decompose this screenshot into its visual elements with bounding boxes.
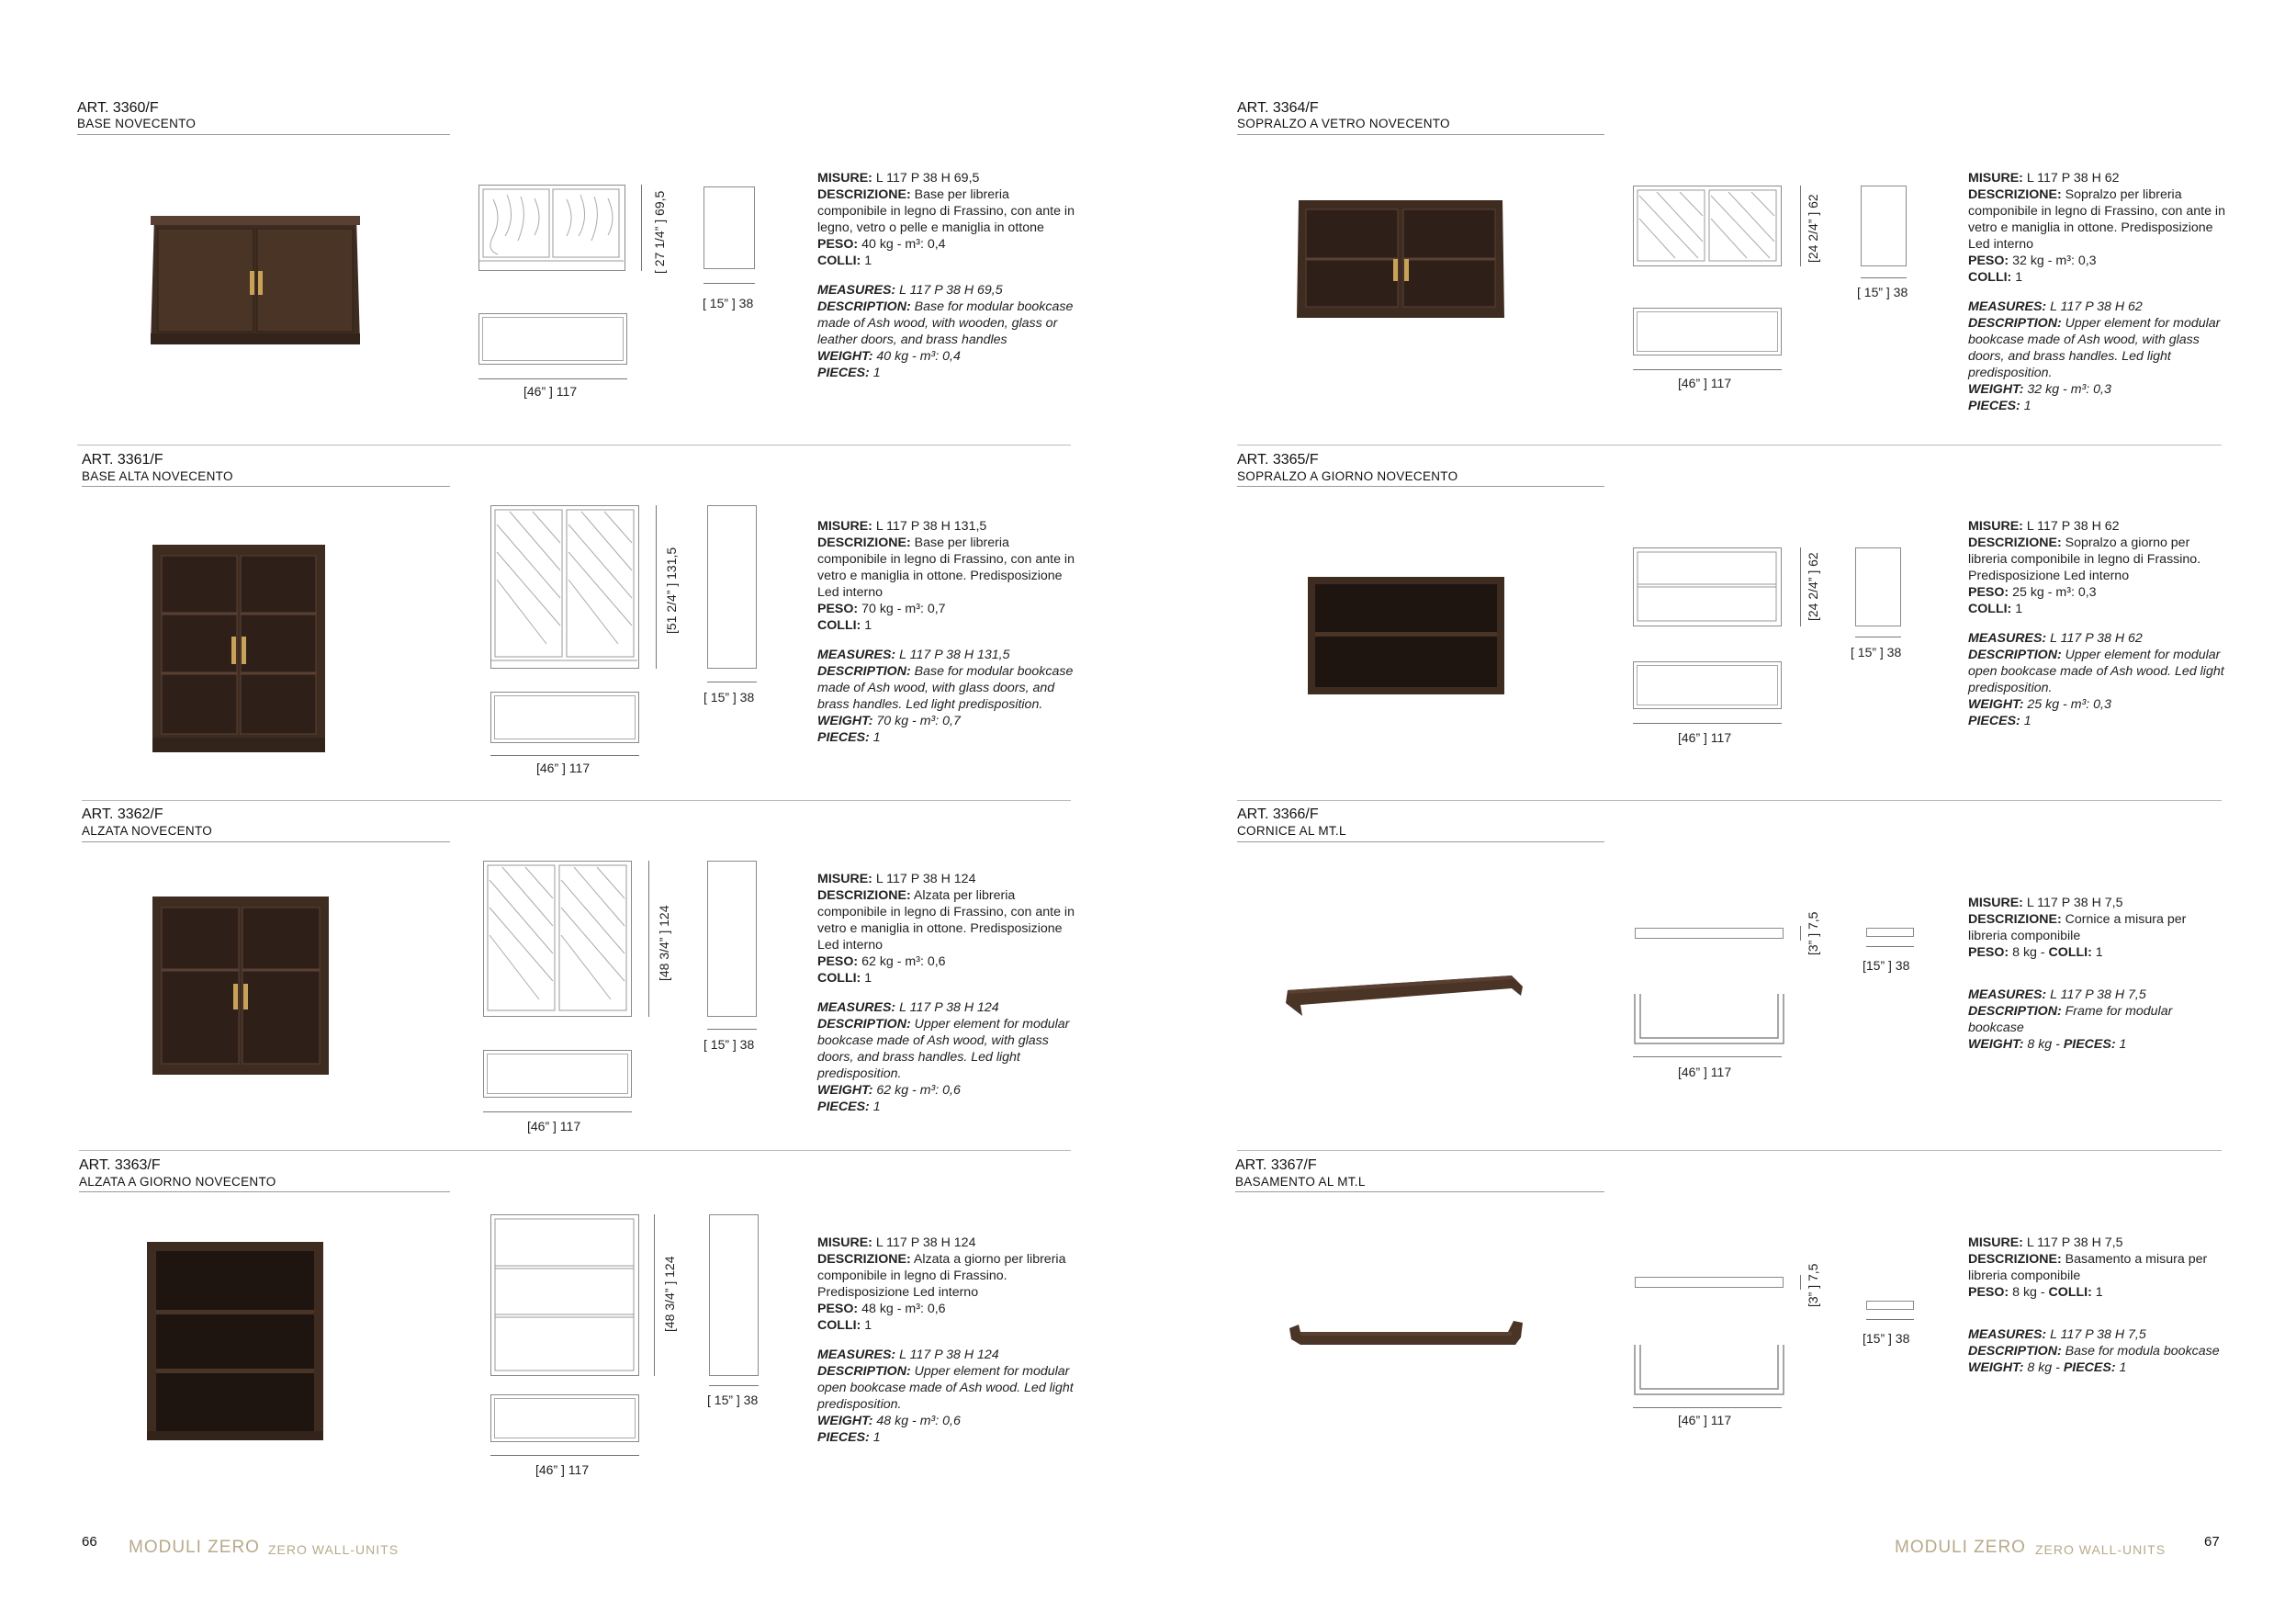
height-dim-line	[1800, 547, 1801, 626]
side-drawing	[1866, 1301, 1914, 1310]
title-underline	[77, 134, 450, 135]
top-drawing	[1633, 308, 1782, 355]
height-dim: [ 27 1/4” ] 69,5	[652, 190, 667, 274]
front-drawing	[490, 505, 639, 669]
page-number: 66	[82, 1534, 97, 1550]
spec-text: MISURE: L 117 P 38 H 62 DESCRIZIONE: Sopralzo per libreria componibile in legno di Frassino, con ante in vetro e maniglia in ottone. Predisposizione Led interno PESO: 32 kg - m³: 0,3 COLLI: 1 MEASURES: L 117 P 38 H 62 DESCRIPTION: Upper element for modular bookcase made of Ash wood, with glass doors, and brass handles. Led light predisposition. WEIGHT: 32 kg - m³: 0,3 PIECES: 1	[1968, 171, 2225, 413]
width-dim: [46” ] 117	[1678, 730, 1732, 745]
depth-dim: [ 15” ] 38	[703, 296, 754, 310]
front-drawing	[1633, 186, 1782, 266]
width-dim-line	[478, 378, 627, 379]
width-dim: [46” ] 117	[536, 761, 591, 775]
front-drawing	[1633, 547, 1782, 626]
top-drawing	[483, 1050, 632, 1098]
brand-name: MODULI ZERO	[1895, 1538, 2026, 1557]
width-dim-line	[1633, 1407, 1782, 1408]
width-dim: [46” ] 117	[1678, 1413, 1732, 1427]
title-underline	[1237, 134, 1604, 135]
height-dim-line	[648, 861, 649, 1017]
title-underline	[82, 841, 450, 842]
height-dim-line	[654, 1214, 655, 1376]
art-code: ART. 3364/F	[1237, 100, 1319, 116]
side-drawing	[703, 186, 755, 269]
depth-dim: [ 15” ] 38	[707, 1393, 759, 1407]
art-code: ART. 3362/F	[82, 806, 163, 822]
height-dim: [3” ] 7,5	[1806, 911, 1820, 955]
spec-text: MISURE: L 117 P 38 H 124 DESCRIZIONE: Alzata a giorno per libreria componibile in legno di Frassino. Predisposizione Led interno PESO: 48 kg - m³: 0,6 COLLI: 1 MEASURES: L 117 P 38 H 124 DESCRIPTION: Upper element for modular open bookcase made of Ash wood. Led light predisposition. WEIGHT: 48 kg - m³: 0,6 PIECES: 1	[817, 1235, 1074, 1445]
side-drawing	[1866, 928, 1914, 937]
product-photo	[147, 216, 363, 354]
depth-dim: [15” ] 38	[1863, 1331, 1910, 1346]
front-drawing	[490, 1214, 639, 1376]
width-dim-line	[1633, 369, 1782, 370]
product-name: CORNICE AL MT.L	[1237, 824, 1346, 838]
width-dim-line	[1633, 723, 1782, 724]
product-photo	[149, 897, 332, 1077]
height-dim-line	[1800, 1275, 1801, 1290]
front-drawing	[478, 185, 625, 271]
spec-text: MISURE: L 117 P 38 H 131,5 DESCRIZIONE: Base per libreria componibile in legno di Frassino, con ante in vetro e maniglia in ottone. Predisposizione Led interno PESO: 70 kg - m³: 0,7 COLLI: 1 MEASURES: L 117 P 38 H 131,5 DESCRIPTION: Base for modular bookcase made of Ash wood, with glass doors, and brass handles. Led light predisposition. WEIGHT: 70 kg - m³: 0,7 PIECES: 1	[817, 519, 1075, 745]
front-drawing	[1635, 928, 1784, 939]
brand-sub: ZERO WALL-UNITS	[2035, 1542, 2167, 1557]
depth-dim: [ 15” ] 38	[703, 1037, 755, 1052]
section-divider	[82, 800, 1071, 801]
top-drawing	[1633, 1343, 1785, 1396]
height-dim: [3” ] 7,5	[1806, 1263, 1820, 1307]
top-drawing	[478, 313, 627, 365]
art-code: ART. 3365/F	[1237, 452, 1319, 468]
brand-name: MODULI ZERO	[129, 1538, 260, 1557]
right-page	[1148, 0, 2296, 1624]
depth-dim-line	[707, 1029, 757, 1030]
depth-dim-line	[703, 283, 755, 284]
width-dim-line	[490, 755, 639, 756]
width-dim-line	[1633, 1056, 1782, 1057]
title-underline	[1237, 486, 1604, 487]
depth-dim-line	[1866, 946, 1914, 947]
side-drawing	[1855, 547, 1901, 626]
spec-text: MISURE: L 117 P 38 H 7,5 DESCRIZIONE: Basamento a misura per libreria componibile PESO: 8 kg - COLLI: 1 MEASURES: L 117 P 38 H 7,5 DESCRIPTION: Base for modula bookcase WEIGHT: 8 kg - PIECES: 1	[1968, 1235, 2220, 1375]
art-code: ART. 3367/F	[1235, 1157, 1317, 1173]
product-name: BASE ALTA NOVECENTO	[82, 469, 233, 483]
width-dim-line	[490, 1455, 639, 1456]
top-drawing	[1633, 661, 1782, 709]
art-code: ART. 3363/F	[79, 1157, 161, 1173]
section-divider	[1237, 800, 2222, 801]
section-divider	[79, 1150, 1071, 1151]
title-underline	[1235, 1191, 1604, 1192]
height-dim: [24 2/4” ] 62	[1806, 552, 1820, 621]
title-underline	[79, 1191, 450, 1192]
height-dim-line	[1800, 186, 1801, 266]
depth-dim: [ 15” ] 38	[1857, 285, 1908, 299]
product-photo	[1282, 966, 1530, 1018]
height-dim: [48 3/4” ] 124	[657, 905, 671, 981]
product-name: ALZATA NOVECENTO	[82, 824, 213, 838]
top-drawing	[490, 692, 639, 743]
product-name: BASE NOVECENTO	[77, 117, 197, 130]
product-name: SOPRALZO A VETRO NOVECENTO	[1237, 117, 1450, 130]
depth-dim-line	[1866, 1319, 1914, 1320]
art-code: ART. 3360/F	[77, 100, 159, 116]
depth-dim: [ 15” ] 38	[703, 690, 755, 705]
product-photo	[1295, 200, 1506, 320]
width-dim: [46” ] 117	[1678, 376, 1732, 390]
product-photo	[1306, 577, 1506, 696]
spec-text: MISURE: L 117 P 38 H 62 DESCRIZIONE: Sopralzo a giorno per libreria componibile in legno di Frassino. Predisposizione Led interno PESO: 25 kg - m³: 0,3 COLLI: 1 MEASURES: L 117 P 38 H 62 DESCRIPTION: Upper element for modular open bookcase made of Ash wood. Led light predisposition. WEIGHT: 25 kg - m³: 0,3 PIECES: 1	[1968, 519, 2224, 728]
depth-dim: [15” ] 38	[1863, 958, 1910, 973]
front-drawing	[483, 861, 632, 1017]
height-dim: [48 3/4” ] 124	[662, 1256, 677, 1332]
brand-sub: ZERO WALL-UNITS	[268, 1542, 400, 1557]
product-photo	[147, 545, 331, 752]
width-dim: [46” ] 117	[527, 1119, 581, 1133]
top-drawing	[1633, 992, 1785, 1045]
page-number: 67	[2204, 1534, 2220, 1550]
art-code: ART. 3361/F	[82, 452, 163, 468]
depth-dim: [ 15” ] 38	[1851, 645, 1902, 660]
width-dim: [46” ] 117	[1678, 1065, 1732, 1079]
side-drawing	[707, 861, 757, 1017]
spec-text: MISURE: L 117 P 38 H 69,5 DESCRIZIONE: Base per libreria componibile in legno di Frassino, con ante in legno, vetro o pelle e maniglia in ottone PESO: 40 kg - m³: 0,4 COLLI: 1 MEASURES: L 117 P 38 H 69,5 DESCRIPTION: Base for modular bookcase made of Ash wood, with wooden, glass or leather doors, and brass handles WEIGHT: 40 kg - m³: 0,4 PIECES: 1	[817, 171, 1075, 380]
height-dim: [51 2/4” ] 131,5	[664, 547, 679, 634]
height-dim-line	[1800, 926, 1801, 941]
spec-text: MISURE: L 117 P 38 H 7,5 DESCRIZIONE: Cornice a misura per libreria componibile PESO: 8 kg - COLLI: 1 MEASURES: L 117 P 38 H 7,5 DESCRIPTION: Frame for modular bookcase WEIGHT: 8 kg - PIECES: 1	[1968, 896, 2187, 1052]
title-underline	[1237, 841, 1604, 842]
section-divider	[1237, 1150, 2222, 1151]
top-drawing	[490, 1394, 639, 1442]
spec-text: MISURE: L 117 P 38 H 124 DESCRIZIONE: Alzata per libreria componibile in legno di Frassino, con ante in vetro e maniglia in ottone. Predisposizione Led interno PESO: 62 kg - m³: 0,6 COLLI: 1 MEASURES: L 117 P 38 H 124 DESCRIPTION: Upper element for modular bookcase made of Ash wood, with glass doors, and brass handles. Led light predisposition. WEIGHT: 62 kg - m³: 0,6 PIECES: 1	[817, 872, 1075, 1114]
product-photo	[1288, 1317, 1536, 1358]
side-drawing	[1861, 186, 1907, 266]
depth-dim-line	[1861, 277, 1907, 278]
width-dim-line	[483, 1111, 632, 1112]
height-dim-line	[641, 185, 642, 271]
width-dim: [46” ] 117	[535, 1462, 590, 1477]
height-dim: [24 2/4” ] 62	[1806, 194, 1820, 263]
product-name: ALZATA A GIORNO NOVECENTO	[79, 1175, 276, 1189]
title-underline	[82, 486, 450, 487]
side-drawing	[709, 1214, 759, 1376]
width-dim: [46” ] 117	[523, 384, 578, 399]
depth-dim-line	[709, 1385, 759, 1386]
art-code: ART. 3366/F	[1237, 806, 1319, 822]
product-name: BASAMENTO AL MT.L	[1235, 1175, 1366, 1189]
side-drawing	[707, 505, 757, 669]
front-drawing	[1635, 1277, 1784, 1288]
height-dim-line	[656, 505, 657, 669]
product-photo	[145, 1242, 325, 1442]
product-name: SOPRALZO A GIORNO NOVECENTO	[1237, 469, 1458, 483]
